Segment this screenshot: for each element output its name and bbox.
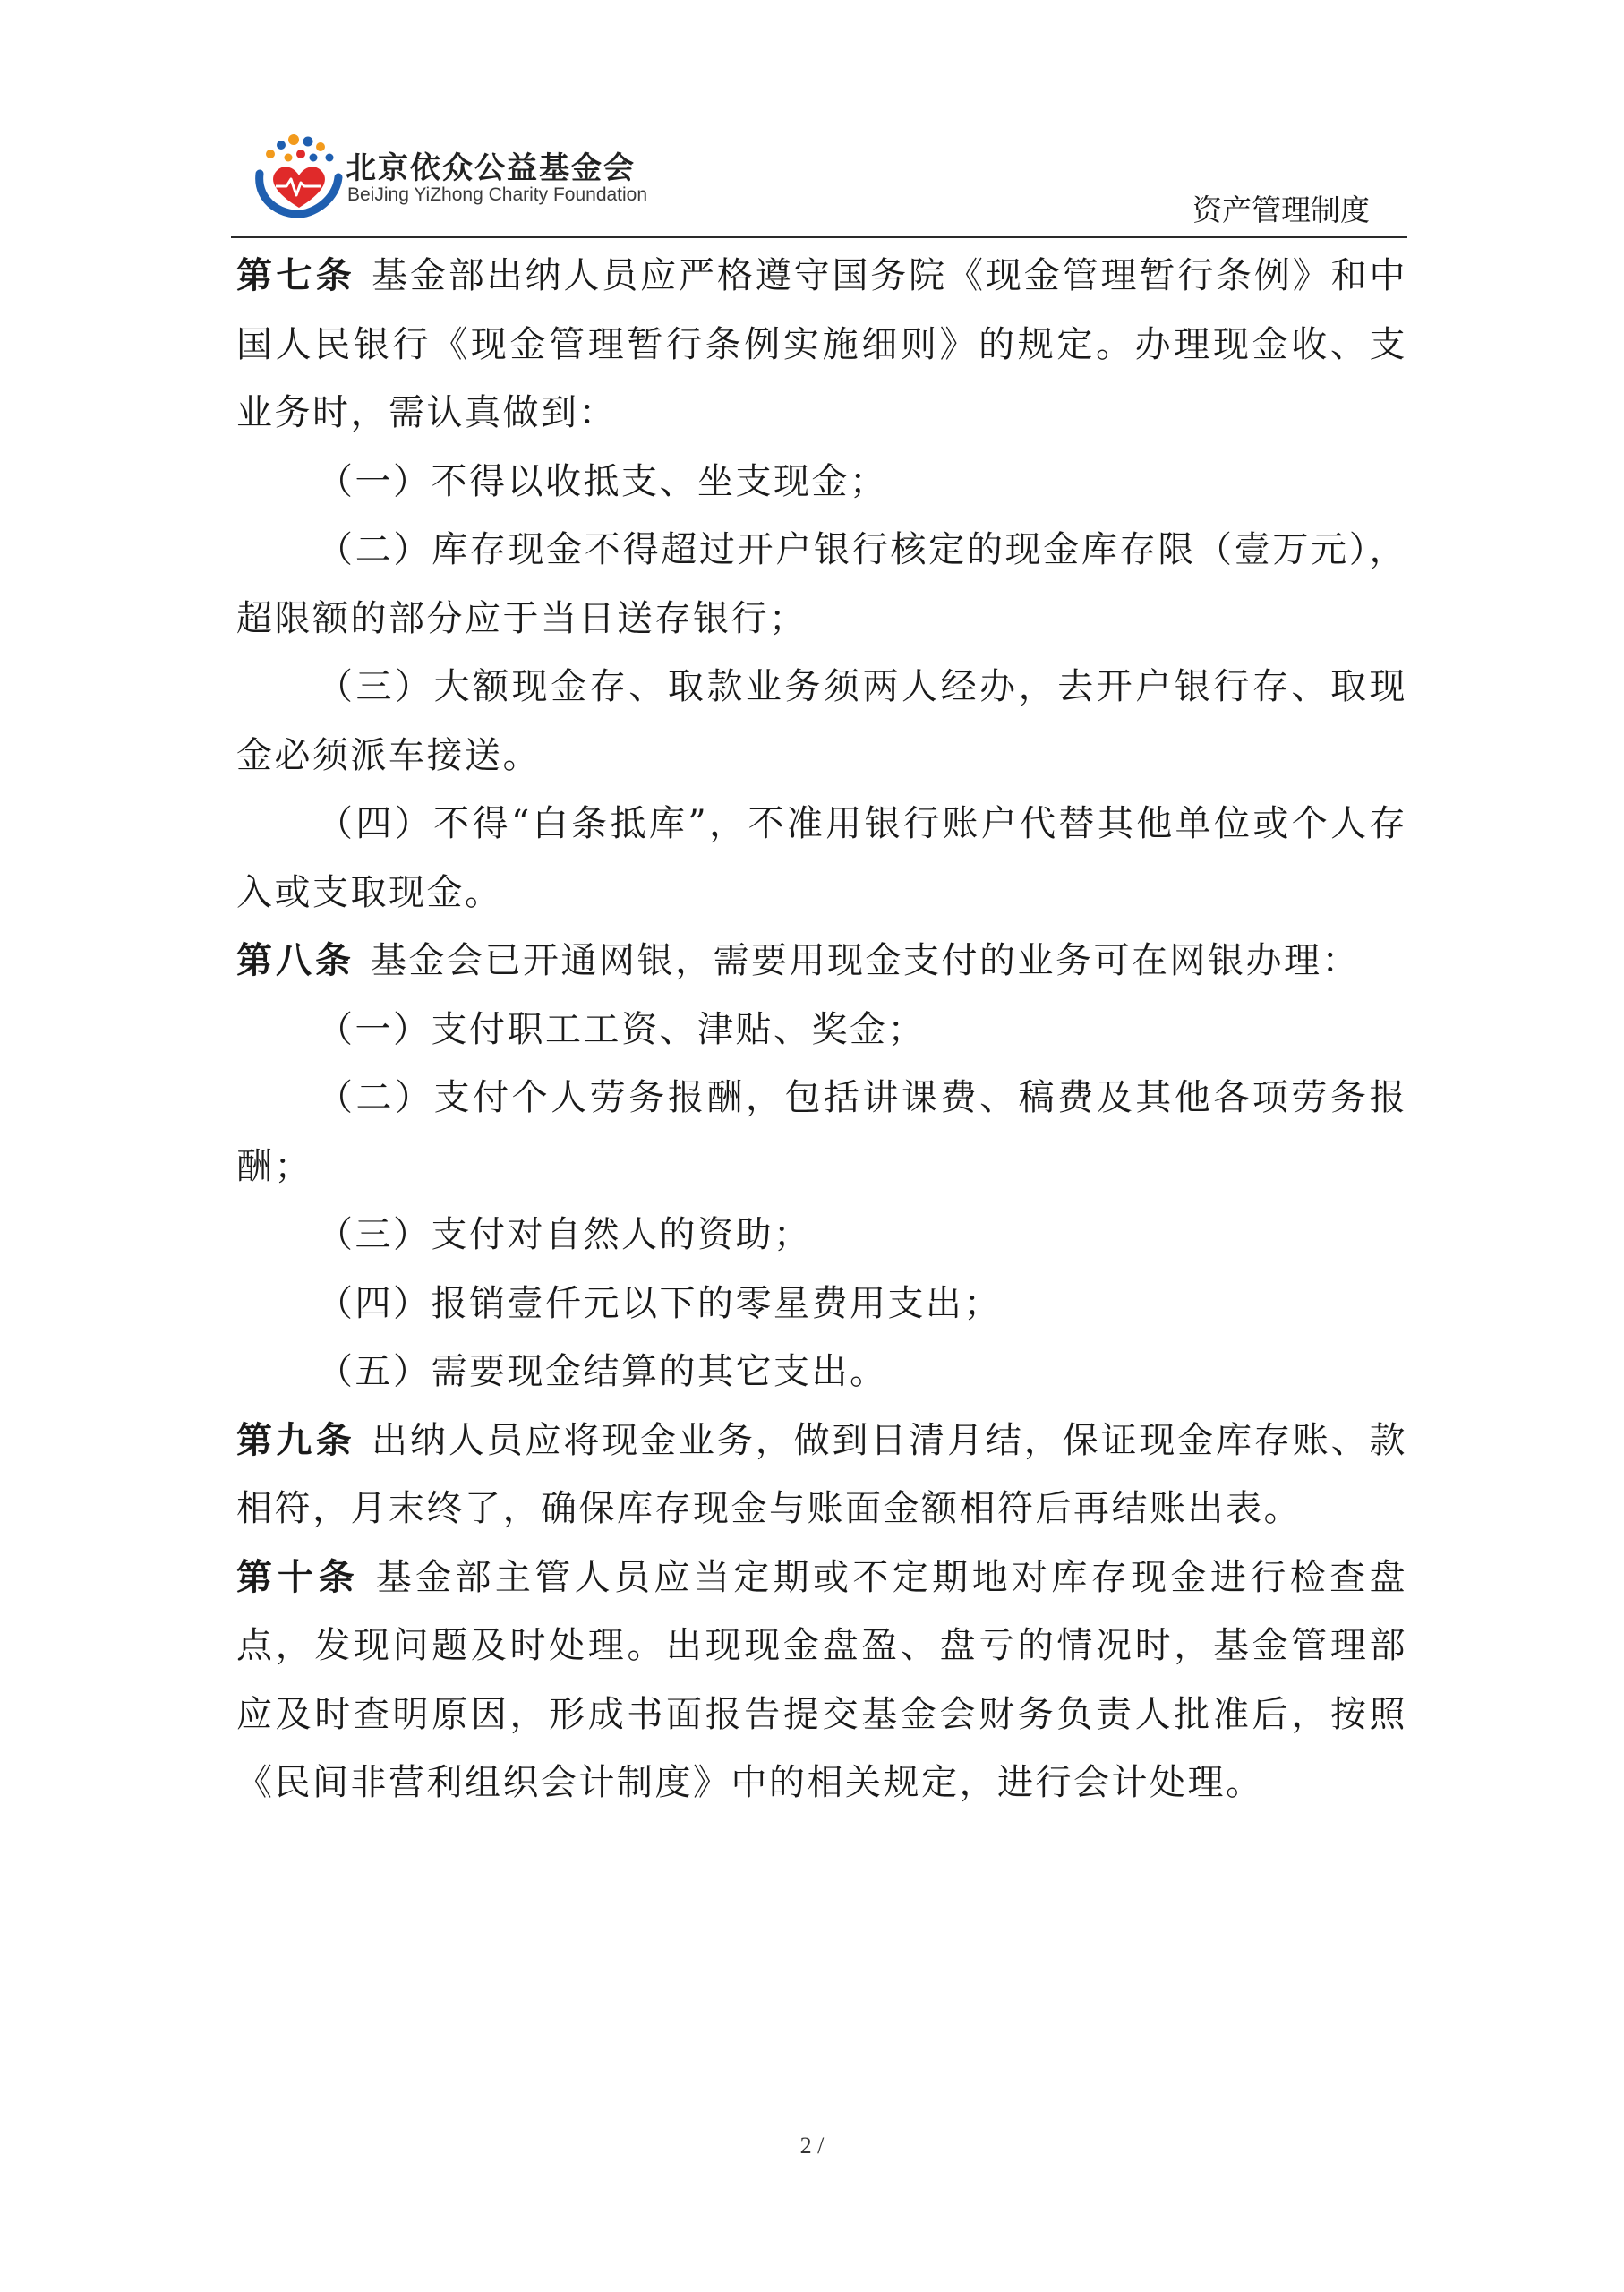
article-10	[236, 1544, 1407, 1817]
article-8-item-4: （四）报销壹仟元以下的零星费用支出；	[317, 1282, 1002, 1324]
article-8-item-1: （一）支付职工工资、津贴、奖金；	[317, 1008, 926, 1050]
article-9-text: 出纳人员应将现金业务，做到日清月结，保证现金库存账、款相符，月末终了，确保库存现金与账面金额相符后再结账出表。	[236, 1419, 1408, 1529]
article-7	[236, 242, 1407, 448]
article-7-label: 第七条	[236, 255, 356, 296]
org-name-english: BeiJing YiZhong Charity Foundation	[347, 184, 648, 205]
foundation-logo-icon	[249, 131, 346, 220]
article-10-text: 基金部主管人员应当定期或不定期地对库存现金进行检查盘点，发现问题及时处理。出现现金盘盈、盘亏的情况时，基金管理部应及时查明原因，形成书面报告提交基金会财务负责人批准后，按照《民间非营利组织会计制度》中的相关规定，进行会计处理。	[236, 1556, 1408, 1803]
article-9-label: 第九条	[236, 1419, 356, 1461]
article-10-label: 第十条	[236, 1556, 360, 1598]
article-7-item-2: （二）库存现金不得超过开户银行核定的现金库存限（壹万元），超限额的部分应于当日送存银行；	[236, 529, 1407, 639]
article-9	[236, 1407, 1407, 1544]
page-header	[231, 125, 1407, 238]
article-7-item-1: （一）不得以收抵支、坐支现金；	[317, 460, 888, 502]
page-number: 2 /	[799, 2133, 825, 2159]
article-8-item-2: （二）支付个人劳务报酬，包括讲课费、稿费及其他各项劳务报酬；	[236, 1077, 1407, 1187]
article-7-text: 基金部出纳人员应严格遵守国务院《现金管理暂行条例》和中国人民银行《现金管理暂行条例实施细则》的规定。办理现金收、支业务时，需认真做到：	[236, 255, 1408, 433]
article-8-item-5: （五）需要现金结算的其它支出。	[317, 1351, 888, 1392]
document-title: 资产管理制度	[1192, 192, 1370, 227]
article-8-label: 第八条	[236, 940, 355, 981]
document-body	[236, 242, 1407, 1817]
org-name: 北京依众公益基金会	[346, 150, 636, 186]
article-7-item-4: （四）不得“白条抵库”，不准用银行账户代替其他单位或个人存入或支取现金。	[236, 803, 1407, 913]
article-8-text: 基金会已开通网银，需要用现金支付的业务可在网银办理：	[371, 940, 1360, 981]
article-8	[236, 927, 1407, 996]
article-8-item-3: （三）支付对自然人的资助；	[317, 1214, 812, 1255]
article-7-item-3: （三）大额现金存、取款业务须两人经办，去开户银行存、取现金必须派车接送。	[236, 666, 1407, 776]
